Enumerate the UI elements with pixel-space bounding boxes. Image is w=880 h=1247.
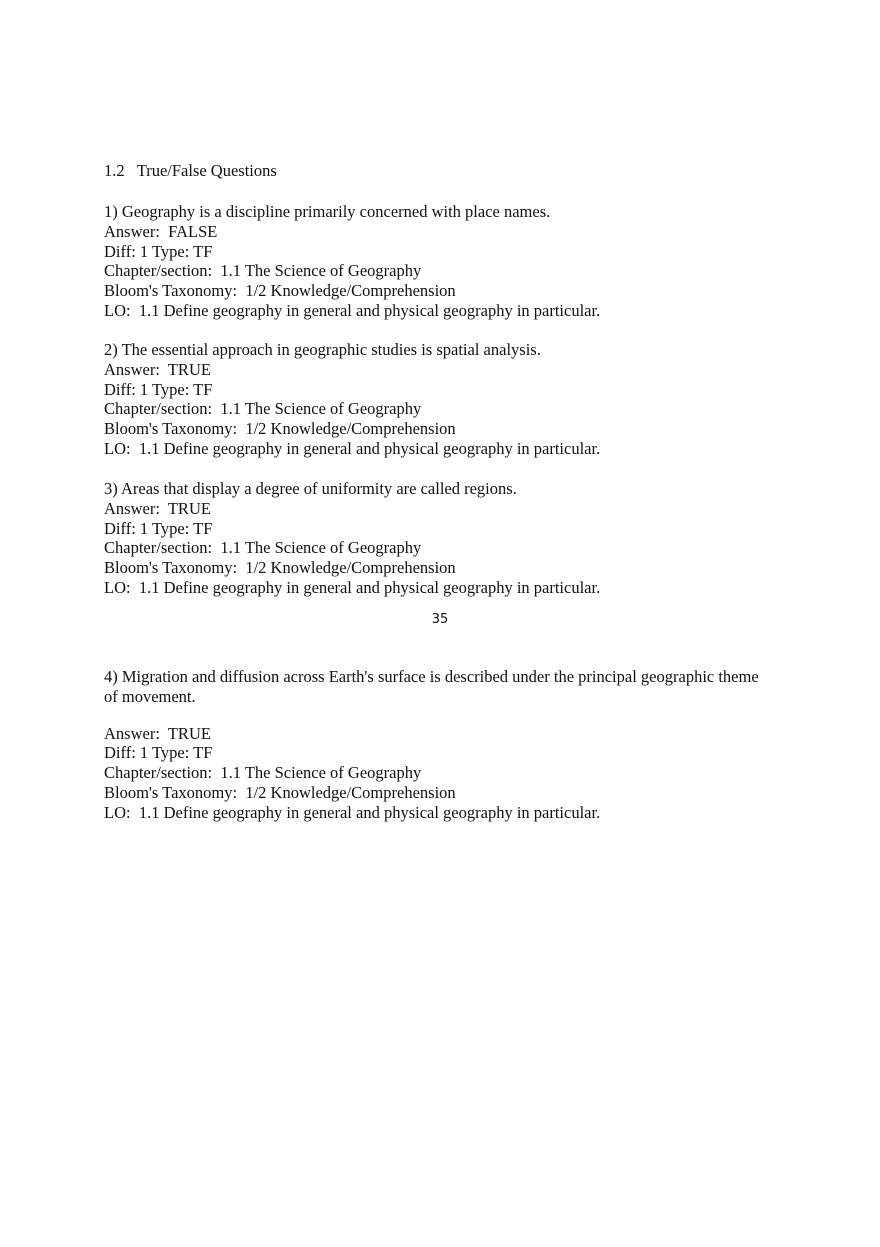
question-learning-objective: LO: 1.1 Define geography in general and physical geography in particular. [104,577,601,597]
question-chapter: Chapter/section: 1.1 The Science of Geography [104,763,422,783]
question-difficulty: Diff: 1 Type: TF [104,241,213,261]
question-answer: Answer: TRUE [104,723,211,743]
question-difficulty: Diff: 1 Type: TF [104,379,213,399]
question-difficulty: Diff: 1 Type: TF [104,743,213,763]
question-answer: Answer: TRUE [104,498,211,518]
question-4 [104,667,764,823]
question-bloom-taxonomy: Bloom's Taxonomy: 1/2 Knowledge/Comprehension [104,782,456,802]
page-number: 35 [431,612,449,627]
question-stem: 3) Areas that display a degree of uniformity are called regions. [104,479,517,498]
question-chapter: Chapter/section: 1.1 The Science of Geography [104,399,422,419]
question-stem: 1) Geography is a discipline primarily concerned with place names. [104,202,551,221]
question-3 [104,479,764,598]
question-answer: Answer: TRUE [104,359,211,379]
question-difficulty: Diff: 1 Type: TF [104,518,213,538]
question-learning-objective: LO: 1.1 Define geography in general and physical geography in particular. [104,438,601,458]
question-1 [104,202,764,321]
question-answer: Answer: FALSE [104,221,218,241]
question-bloom-taxonomy: Bloom's Taxonomy: 1/2 Knowledge/Comprehension [104,419,456,439]
question-chapter: Chapter/section: 1.1 The Science of Geography [104,538,422,558]
question-2 [104,340,764,459]
question-learning-objective: LO: 1.1 Define geography in general and physical geography in particular. [104,802,601,822]
question-bloom-taxonomy: Bloom's Taxonomy: 1/2 Knowledge/Comprehension [104,281,456,301]
question-bloom-taxonomy: Bloom's Taxonomy: 1/2 Knowledge/Comprehension [104,558,456,578]
question-stem: 2) The essential approach in geographic studies is spatial analysis. [104,340,541,359]
spacer [104,707,764,724]
question-stem: 4) Migration and diffusion across Earth's surface is described under the principal geographic theme of movement. [104,667,759,706]
question-learning-objective: LO: 1.1 Define geography in general and physical geography in particular. [104,300,601,320]
question-chapter: Chapter/section: 1.1 The Science of Geography [104,261,422,281]
section-heading: 1.2 True/False Questions [104,161,277,180]
